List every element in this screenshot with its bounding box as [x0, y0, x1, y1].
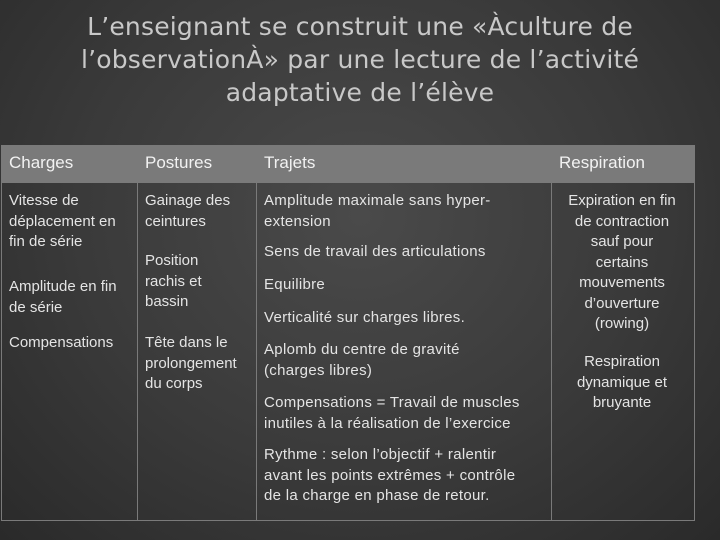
text-line: Equilibre — [264, 276, 326, 293]
text-line: Vitesse de — [9, 192, 79, 209]
header-postures: Postures — [145, 153, 213, 172]
text-line: (charges libres) — [264, 361, 373, 379]
header-respiration: Respiration — [559, 153, 645, 172]
observation-table — [1, 145, 695, 521]
cell-trajets — [264, 445, 549, 507]
text-line: du corps — [145, 375, 203, 392]
cell-trajets — [264, 393, 549, 434]
text-line: déplacement en — [9, 212, 116, 230]
text-line: inutiles à la réalisation de l’exercice — [264, 414, 511, 432]
text-line: sauf pour — [590, 233, 654, 250]
column-divider — [551, 183, 552, 520]
text-line: fin de série — [9, 233, 83, 250]
cell-respiration — [555, 352, 689, 414]
text-line: Amplitude maximale sans hyper- — [264, 192, 491, 209]
text-line: d’ouverture — [584, 294, 660, 312]
text-line: Sens de travail des articulations — [264, 243, 486, 260]
cell-trajets — [264, 275, 549, 296]
text-line: Respiration — [584, 353, 660, 370]
header-trajets: Trajets — [264, 153, 316, 172]
column-divider — [256, 183, 257, 520]
text-line: ceintures — [145, 212, 206, 230]
text-line: (rowing) — [594, 315, 650, 332]
text-line: rachis et — [145, 272, 202, 290]
text-line: dynamique et — [576, 373, 668, 391]
text-line: Expiration en fin — [568, 192, 676, 209]
text-line: Position — [145, 252, 199, 269]
text-line: de la charge en phase de retour. — [264, 487, 490, 504]
title-line-2: l’observationÀ» par une lecture de l’activité — [80, 45, 640, 74]
header-charges: Charges — [9, 153, 74, 172]
cell-postures — [145, 191, 255, 232]
cell-postures — [145, 333, 255, 395]
slide-title — [30, 10, 690, 109]
title-line-1: L’enseignant se construit une «Àculture de — [87, 12, 633, 41]
text-line: Compensations = Travail de muscles — [264, 394, 520, 411]
text-line: de contraction — [574, 212, 670, 230]
text-line: bassin — [145, 293, 189, 310]
text-line: avant les points extrêmes + contrôle — [264, 466, 516, 484]
title-line-3: adaptative de l’élève — [225, 78, 495, 107]
text-line: Tête dans le — [145, 334, 228, 351]
text-line: Verticalité sur charges libres. — [264, 309, 466, 326]
table-header-row — [2, 145, 694, 183]
cell-postures — [145, 251, 255, 313]
text-line: mouvements — [579, 274, 665, 291]
cell-trajets — [264, 340, 549, 381]
cell-trajets — [264, 191, 549, 232]
text-line: prolongement — [145, 354, 237, 372]
text-line: extension — [264, 212, 331, 230]
text-line: Compensations — [9, 334, 114, 351]
text-line: Aplomb du centre de gravité — [264, 341, 460, 358]
text-line: de série — [9, 298, 63, 316]
cell-trajets — [264, 242, 549, 263]
text-line: Rythme : selon l’objectif + ralentir — [264, 446, 497, 463]
cell-trajets — [264, 308, 549, 329]
text-line: Amplitude en fin — [9, 278, 117, 295]
column-divider — [137, 183, 138, 520]
cell-respiration — [555, 191, 689, 335]
text-line: Gainage des — [145, 192, 231, 209]
cell-charges — [9, 277, 135, 318]
cell-charges — [9, 191, 135, 253]
cell-charges — [9, 333, 135, 354]
text-line: certains — [595, 253, 649, 271]
text-line: bruyante — [592, 394, 652, 411]
